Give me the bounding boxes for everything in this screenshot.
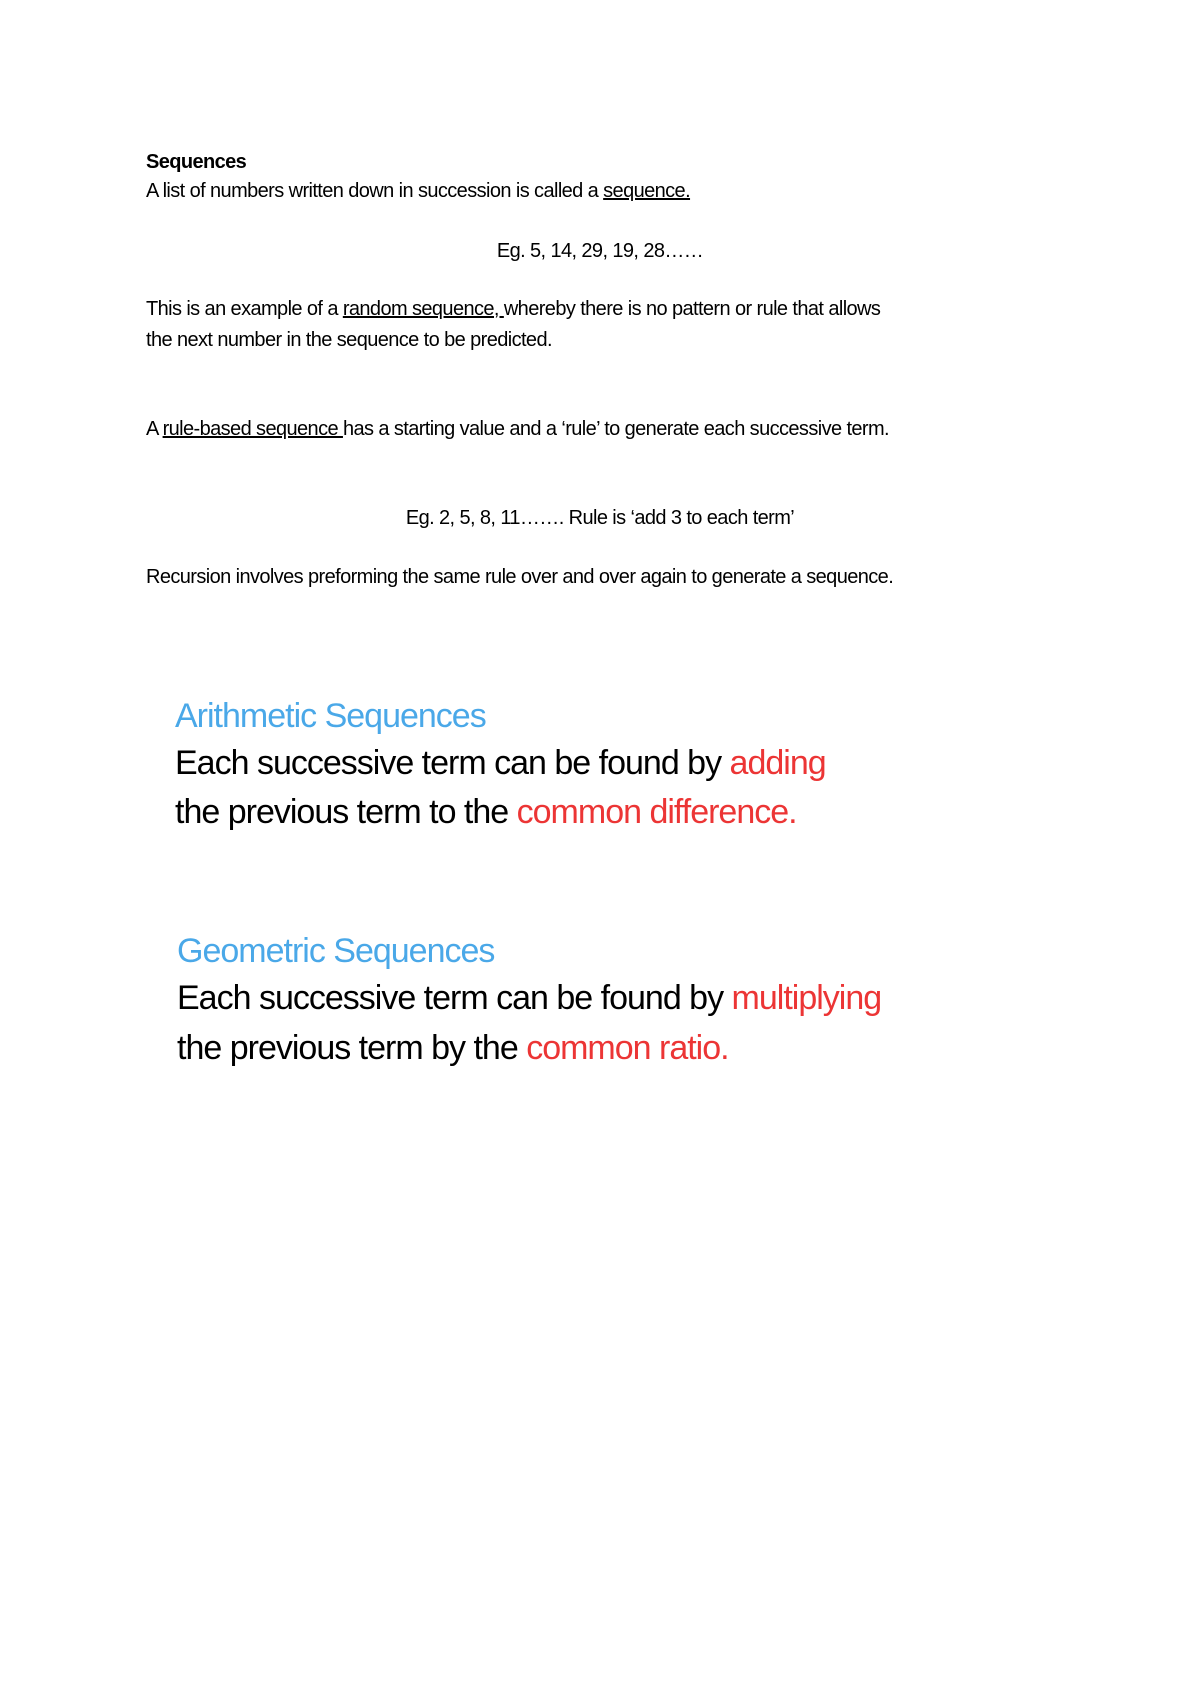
arithmetic-adding: adding bbox=[729, 744, 826, 782]
geometric-line1-text: Each successive term can be found by bbox=[177, 979, 732, 1017]
geometric-line1 bbox=[177, 978, 881, 1018]
geometric-line2-text: the previous term by the bbox=[177, 1029, 527, 1067]
random-post: whereby there is no pattern or rule that allows bbox=[503, 298, 881, 320]
rule-based-paragraph bbox=[146, 417, 889, 441]
geometric-title: Geometric Sequences bbox=[177, 932, 495, 970]
arithmetic-common-difference: common difference. bbox=[516, 793, 797, 831]
random-pre: This is an example of a bbox=[146, 298, 343, 320]
section-heading: Sequences bbox=[146, 151, 247, 173]
arithmetic-line2-text: the previous term to the bbox=[175, 793, 517, 831]
geometric-common-ratio: common ratio. bbox=[526, 1029, 729, 1067]
arithmetic-title: Arithmetic Sequences bbox=[175, 697, 486, 735]
example-random: Eg. 5, 14, 29, 19, 28…… bbox=[496, 240, 704, 262]
rule-pre: A bbox=[146, 418, 163, 440]
term-sequence: sequence. bbox=[603, 180, 691, 202]
rule-post: has a starting value and a ‘rule’ to generate each successive term. bbox=[342, 418, 890, 440]
term-random-sequence: random sequence, bbox=[342, 298, 504, 320]
recursion-paragraph: Recursion involves preforming the same rule over and over again to generate a sequence. bbox=[146, 566, 894, 588]
definition-paragraph bbox=[146, 179, 690, 203]
arithmetic-line2 bbox=[175, 792, 797, 832]
geometric-multiplying: multiplying bbox=[731, 979, 882, 1017]
term-rule-based-sequence: rule-based sequence bbox=[162, 418, 343, 440]
arithmetic-line1 bbox=[175, 743, 826, 783]
arithmetic-line1-text: Each successive term can be found by bbox=[175, 744, 730, 782]
example-rule-based: Eg. 2, 5, 8, 11……. Rule is ‘add 3 to each term’ bbox=[405, 507, 795, 529]
geometric-line2 bbox=[177, 1028, 729, 1068]
random-paragraph bbox=[146, 297, 880, 321]
definition-text: A list of numbers written down in succession is called a bbox=[146, 180, 604, 202]
random-paragraph-line2: the next number in the sequence to be predicted. bbox=[146, 329, 552, 351]
